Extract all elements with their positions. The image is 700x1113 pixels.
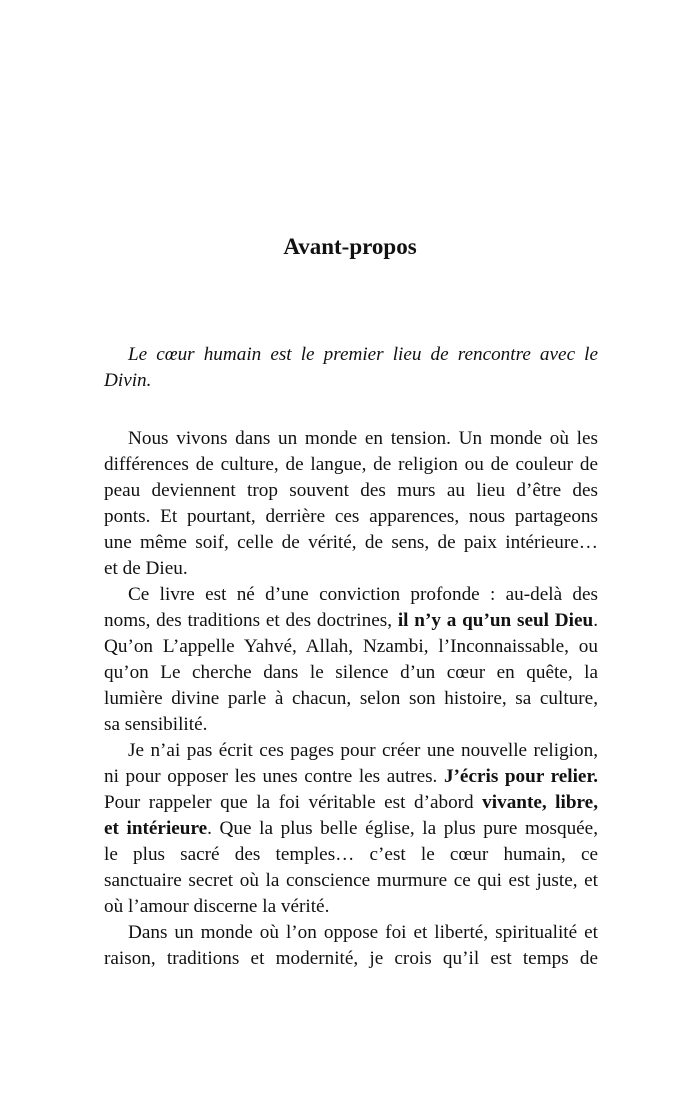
text-segment: Je n’ai pas écrit ces pages pour créer une nouvelle religion,: [128, 740, 598, 761]
text-line: [104, 582, 598, 608]
text-segment: Pour rappeler que la foi véritable est d’abord: [104, 792, 483, 813]
text-line: [104, 946, 598, 972]
bold-text: J’écris pour relier.: [443, 766, 598, 787]
text-segment: et de Dieu.: [104, 558, 188, 579]
text-segment: . Que la plus belle église, la plus pure mosquée,: [207, 818, 598, 839]
paragraph: [104, 582, 598, 738]
text-line: [104, 894, 598, 920]
text-segment: une même soif, celle de vérité, de sens, de paix intérieure…: [104, 532, 598, 553]
text-line: [104, 868, 598, 894]
text-segment: .: [593, 610, 598, 631]
text-line: [104, 660, 598, 686]
text-line: [104, 556, 598, 582]
text-segment: sa sensibilité.: [104, 714, 208, 735]
text-segment: lumière divine parle à chacun, selon son histoire, sa culture,: [104, 688, 598, 709]
text-line: [104, 790, 598, 816]
text-line: [104, 712, 598, 738]
text-segment: qu’on Le cherche dans le silence d’un cœur en quête, la: [104, 662, 598, 683]
epigraph: [104, 342, 598, 394]
text-segment: sanctuaire secret où la conscience murmure ce qui est juste, et: [104, 870, 598, 891]
bold-text: il n’y a qu’un seul Dieu: [397, 610, 594, 631]
bold-text: vivante, libre,: [482, 792, 598, 813]
text-line: [104, 342, 598, 368]
text-segment: différences de culture, de langue, de religion ou de couleur de: [104, 454, 598, 475]
text-line: [104, 686, 598, 712]
text-segment: ponts. Et pourtant, derrière ces apparences, nous partageons: [104, 506, 598, 527]
text-segment: Ce livre est né d’une conviction profonde : au-delà des: [128, 584, 598, 605]
text-segment: Dans un monde où l’on oppose foi et liberté, spiritualité et: [128, 922, 598, 943]
text-segment: Nous vivons dans un monde en tension. Un monde où les: [128, 428, 598, 449]
paragraph: [104, 920, 598, 972]
text-segment: où l’amour discerne la vérité.: [104, 896, 330, 917]
text-line: [104, 426, 598, 452]
text-segment: raison, traditions et modernité, je crois qu’il est temps de: [104, 948, 598, 969]
paragraph: [104, 426, 598, 582]
text-line: [104, 920, 598, 946]
text-line: [104, 634, 598, 660]
chapter-title: Avant-propos: [283, 234, 417, 259]
text-line: [104, 816, 598, 842]
text-line: [104, 842, 598, 868]
text-segment: ni pour opposer les unes contre les autres.: [104, 766, 444, 787]
chapter-body: [104, 342, 598, 972]
text-line: [104, 478, 598, 504]
text-line: [104, 764, 598, 790]
bold-text: et intérieure: [104, 818, 208, 839]
text-line: [104, 530, 598, 556]
text-segment: Qu’on L’appelle Yahvé, Allah, Nzambi, l’Inconnaissable, ou: [104, 636, 598, 657]
text-line: [104, 504, 598, 530]
text-segment: noms, des traditions et des doctrines,: [104, 610, 398, 631]
text-segment: peau deviennent trop souvent des murs au lieu d’être des: [104, 480, 598, 501]
text-line: [104, 738, 598, 764]
text-segment: Divin.: [104, 370, 152, 391]
text-segment: le plus sacré des temples… c’est le cœur humain, ce: [104, 844, 598, 865]
text-line: [104, 608, 598, 634]
text-line: [104, 368, 598, 394]
text-line: [104, 452, 598, 478]
paragraph: [104, 738, 598, 920]
text-segment: Le cœur humain est le premier lieu de rencontre avec le: [128, 344, 598, 365]
